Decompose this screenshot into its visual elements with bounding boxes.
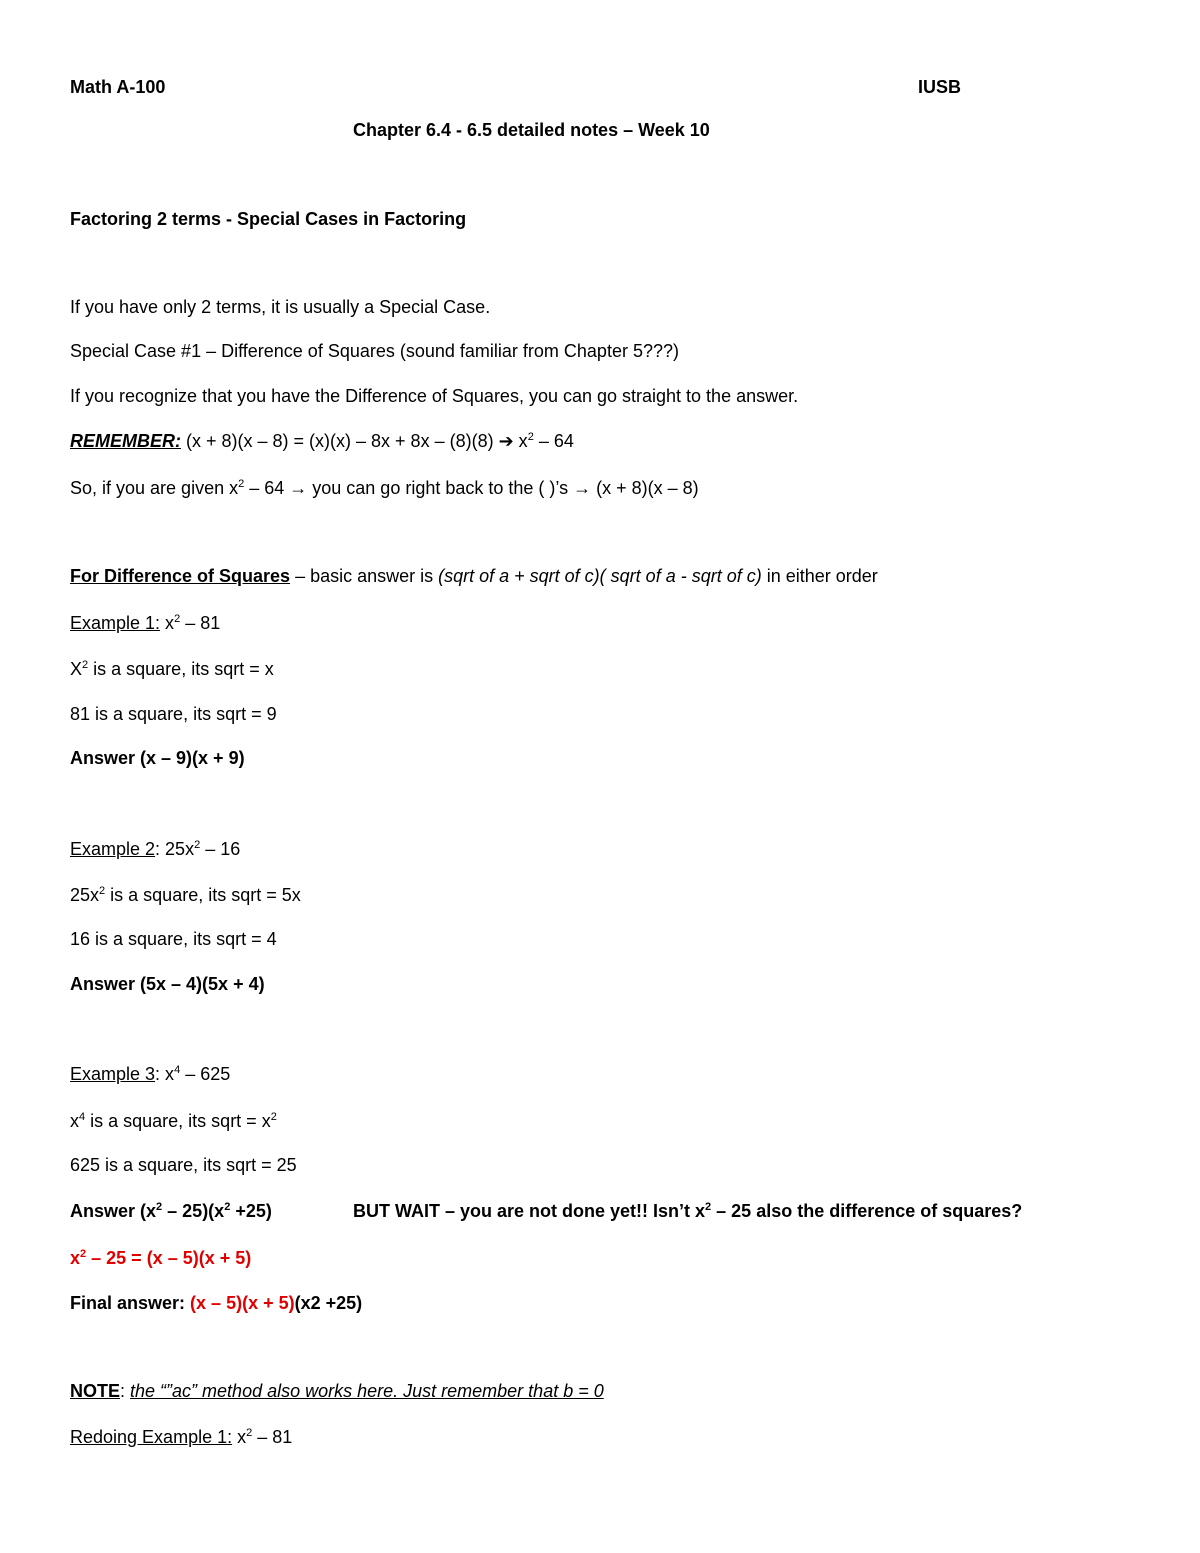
sub-factoring-line: $x^2 - 25 = (x - 5)(x + 5)$: [70, 1248, 252, 1268]
example-1-line-2: 81 is a square, its sqrt = 9: [70, 704, 277, 724]
but-wait-note: BUT WAIT – you are not done yet!! Isn’t $x^2 - 25$ also the difference of squares?: [353, 1201, 1023, 1221]
example-1-answer: Answer (x – 9)(x + 9): [70, 748, 245, 768]
note-label: NOTE: [70, 1381, 121, 1401]
so-line: So, if you are given $x^2 - 64$ → you can go right back to the ( )’s → (x + 8)(x – 8): [70, 478, 699, 498]
example-2-line-1: $25x^2$ is a square, its sqrt = 5x: [70, 885, 301, 905]
page-title: Chapter 6.4 - 6.5 detailed notes – Week 10: [353, 120, 710, 140]
section-heading: Factoring 2 terms - Special Cases in Factoring: [70, 209, 467, 229]
right-arrow-icon: →: [289, 478, 308, 498]
example-1-line-1: $X^2$ is a square, its sqrt = x: [70, 659, 274, 679]
dos-formula: (sqrt of a + sqrt of c)( sqrt of a - sqrt of c): [438, 566, 762, 586]
dos-line: For Difference of Squares – basic answer is (sqrt of a + sqrt of c)( sqrt of a - sqrt of c) in either order: [70, 566, 878, 586]
example-2-answer: Answer (5x – 4)(5x + 4): [70, 974, 265, 994]
intro-line-2: Special Case #1 – Difference of Squares (sound familiar from Chapter 5???): [70, 341, 679, 361]
example-3-line-1: $x^4$ is a square, its sqrt = $x^2$: [70, 1111, 277, 1131]
example-2-line-2: 16 is a square, its sqrt = 4: [70, 929, 277, 949]
remember-label: REMEMBER:: [70, 431, 181, 451]
right-arrow-icon: ➔: [498, 431, 514, 451]
example-3-heading: Example 3: $x^4 - 625$: [70, 1064, 231, 1084]
final-answer: Final answer: (x – 5)(x + 5)(x2 +25): [70, 1293, 363, 1313]
right-arrow-icon: →: [573, 478, 592, 498]
course-name: Math A-100: [70, 77, 166, 97]
remember-line: REMEMBER: (x + 8)(x – 8) = (x)(x) – 8x + 8x – (8)(8) ➔ $x^2 - 64$: [70, 431, 574, 451]
redo-example-1-heading: Redoing Example 1: $x^2 - 81$: [70, 1427, 293, 1447]
dos-label: For Difference of Squares: [70, 566, 291, 586]
intro-line-1: If you have only 2 terms, it is usually a Special Case.: [70, 297, 491, 317]
intro-line-3: If you recognize that you have the Difference of Squares, you can go straight to the answer.: [70, 386, 799, 406]
note-line: NOTE: the “”ac” method also works here. Just remember that b = 0: [70, 1381, 604, 1401]
example-3-answer: Answer $(x^2 - 25)(x^2 +25)$: [70, 1201, 272, 1221]
example-2-heading: Example 2: $25x^2 - 16$: [70, 839, 241, 859]
example-3-line-2: 625 is a square, its sqrt = 25: [70, 1155, 297, 1175]
school-name: IUSB: [918, 77, 962, 97]
note-text: the “”ac” method also works here. Just remember that b = 0: [130, 1381, 604, 1401]
example-1-heading: Example 1: $x^2 - 81$: [70, 613, 221, 633]
